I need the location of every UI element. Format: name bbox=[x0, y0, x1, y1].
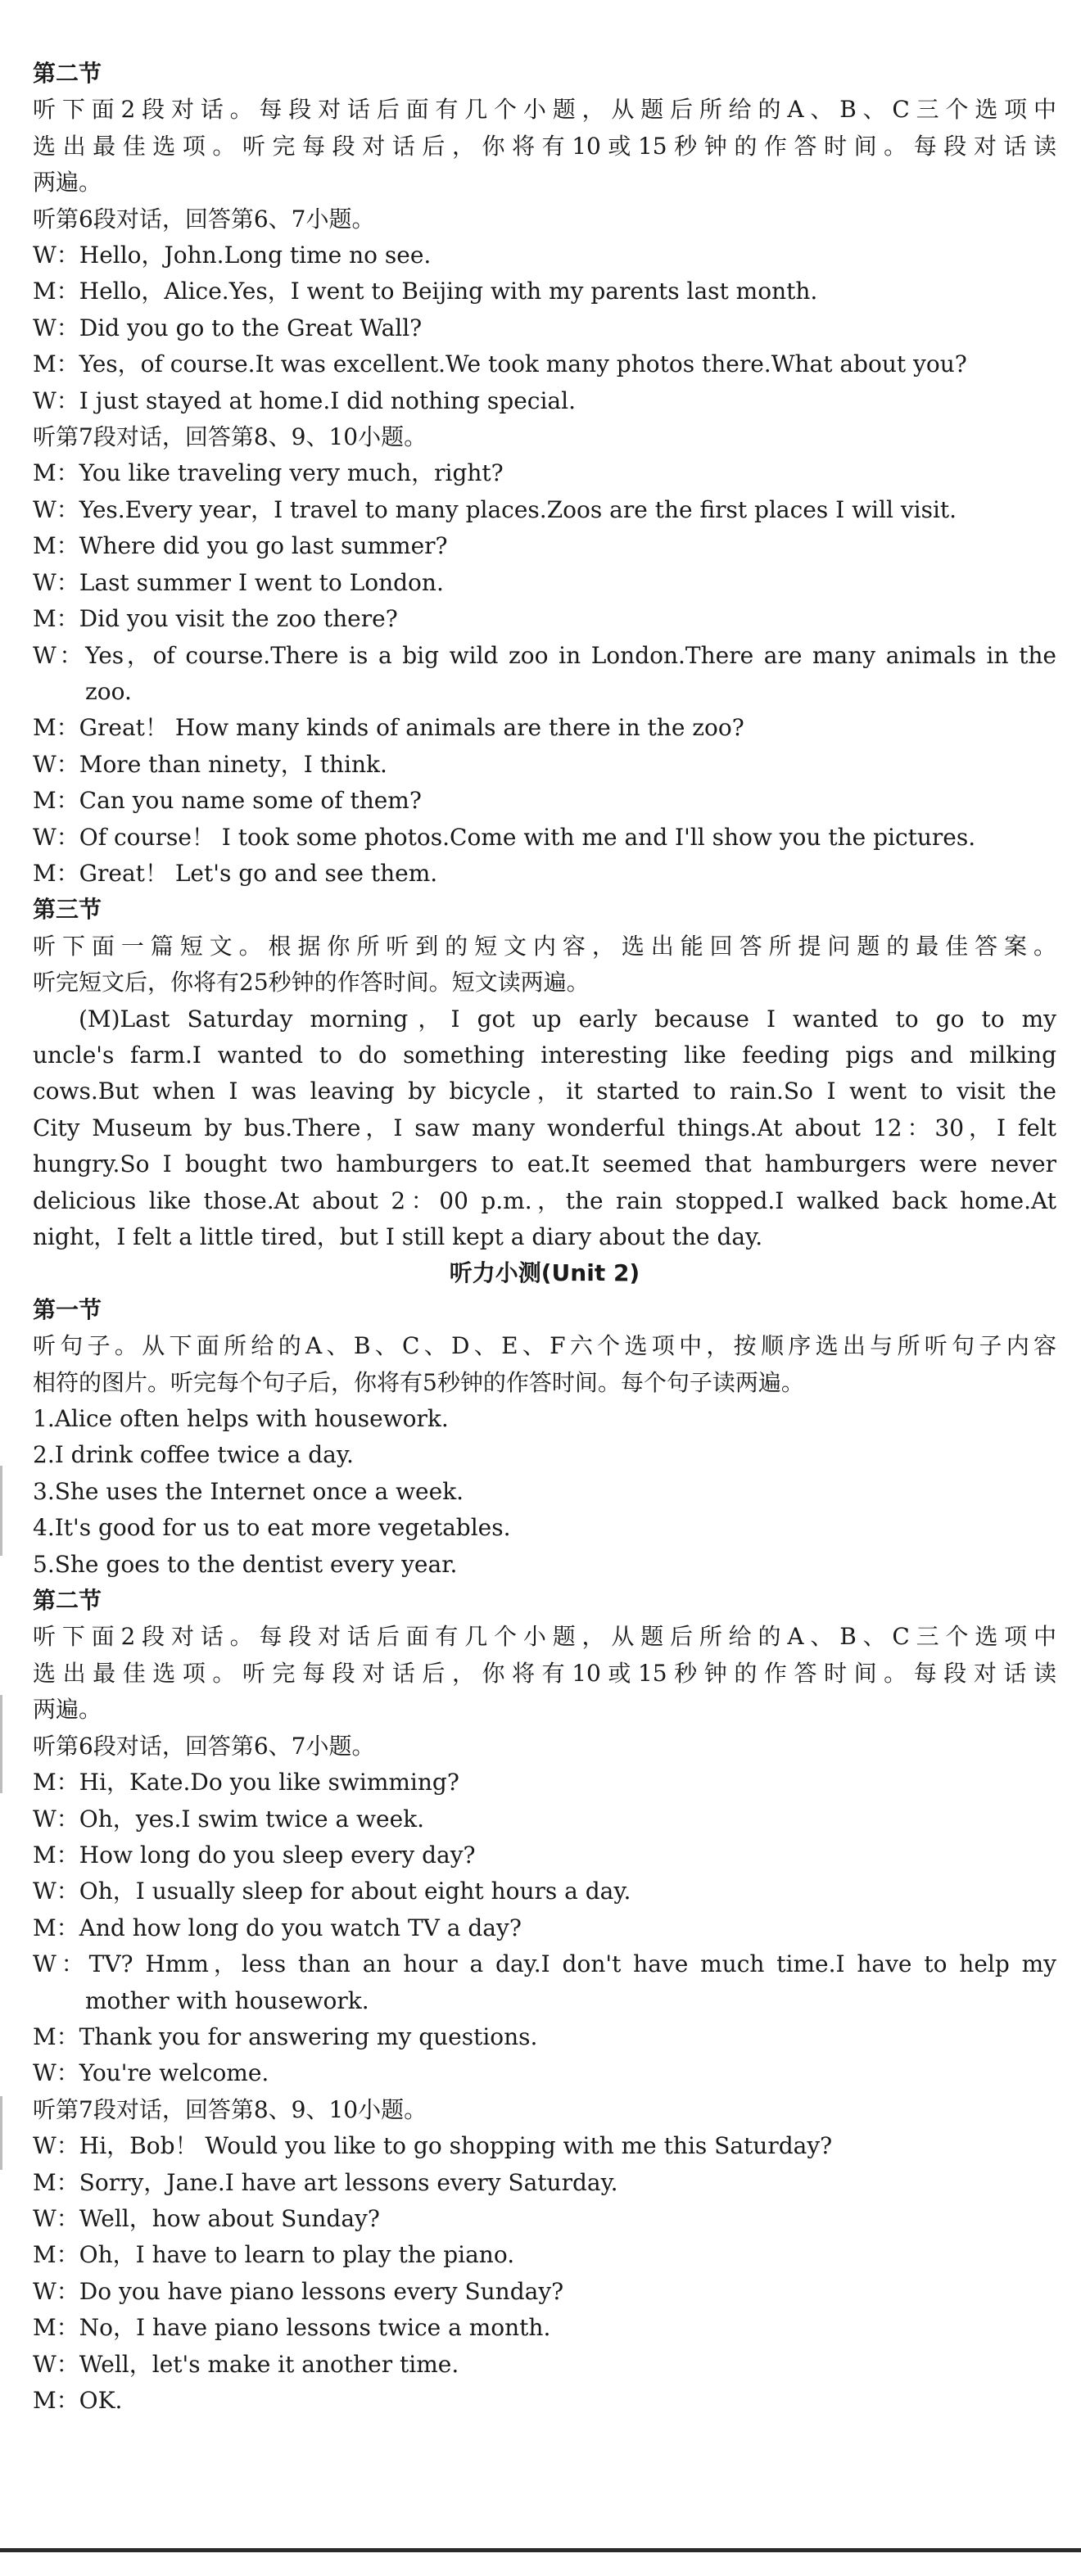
text-line: M：Where did you go last summer? bbox=[33, 532, 448, 560]
text-line: W：Of course！ I took some photos.Come with me and I'll show you the pictures. bbox=[33, 823, 976, 851]
text-line: M：Hello，Alice.Yes，I went to Beijing with my parents last month. bbox=[33, 278, 818, 305]
text-line: W：Did you go to the Great Wall? bbox=[33, 314, 423, 341]
section-heading: 第二节 bbox=[33, 60, 102, 87]
text-line: M：Hi，Kate.Do you like swimming? bbox=[33, 1769, 459, 1796]
text-line: W：Yes，of course.There is a big wild zoo in London.There are many animals in the bbox=[33, 641, 1056, 669]
text-line: W：Yes.Every year，I travel to many places.Zoos are the first places I will visit. bbox=[33, 495, 957, 523]
text-line: M：No，I have piano lessons twice a month. bbox=[33, 2314, 551, 2342]
text-line: M：OK. bbox=[33, 2387, 123, 2414]
text-line: W：Oh，yes.I swim twice a week. bbox=[33, 1805, 425, 1833]
text-line: 两遍。 bbox=[33, 1696, 102, 1724]
text-line: 选出最佳选项。听完每段对话后，你将有10或15秒钟的作答时间。每段对话读 bbox=[33, 132, 1056, 160]
text-line: W：Hi，Bob！ Would you like to go shopping with me this Saturday? bbox=[33, 2132, 833, 2160]
text-line: 两遍。 bbox=[33, 169, 102, 197]
section-heading: 第一节 bbox=[33, 1295, 102, 1323]
text-line: 听完短文后，你将有25秒钟的作答时间。短文读两遍。 bbox=[33, 969, 590, 997]
text-line: W：Well，let's make it another time. bbox=[33, 2350, 459, 2378]
text-line: M：Great！ How many kinds of animals are there in the zoo? bbox=[33, 714, 744, 742]
text-line: 听第6段对话，回答第6、7小题。 bbox=[33, 1732, 375, 1760]
text-line: 1.Alice often helps with housework. bbox=[33, 1405, 449, 1433]
text-line: W：I just stayed at home.I did nothing special. bbox=[33, 386, 576, 414]
text-line: City Museum by bus.There，I saw many wonderful things.At about 12：30，I felt bbox=[33, 1114, 1056, 1141]
text-line: hungry.So I bought two hamburgers to eat.It seemed that hamburgers were never bbox=[33, 1150, 1056, 1178]
text-line: uncle's farm.I wanted to do something interesting like feeding pigs and milking bbox=[33, 1041, 1056, 1069]
text-line: 听下面2段对话。每段对话后面有几个小题，从题后所给的A、B、C三个选项中 bbox=[33, 1623, 1056, 1651]
text-line: W：TV? Hmm，less than an hour a day.I don't have much time.I have to help my bbox=[33, 1950, 1056, 1978]
text-line: M：You like traveling very much，right? bbox=[33, 459, 504, 487]
text-line: 3.She uses the Internet once a week. bbox=[33, 1477, 464, 1505]
text-line: (M)Last Saturday morning，I got up early because I wanted to go to my bbox=[79, 1005, 1056, 1033]
text-line: 听第6段对话，回答第6、7小题。 bbox=[33, 205, 375, 233]
text-line: zoo. bbox=[85, 677, 132, 705]
scan-edge-mark bbox=[0, 1466, 2, 1556]
text-line: mother with housework. bbox=[85, 1986, 369, 2014]
document-page bbox=[33, 56, 1056, 2419]
text-line: W：Hello，John.Long time no see. bbox=[33, 242, 432, 269]
text-line: 听第7段对话，回答第8、9、10小题。 bbox=[33, 423, 427, 451]
text-line: M：Sorry，Jane.I have art lessons every Saturday. bbox=[33, 2168, 618, 2196]
section-heading: 第二节 bbox=[33, 1587, 102, 1615]
text-line: M：Thank you for answering my questions. bbox=[33, 2022, 538, 2050]
text-line: W：Oh，I usually sleep for about eight hours a day. bbox=[33, 1878, 631, 1905]
text-line: 听下面一篇短文。根据你所听到的短文内容，选出能回答所提问题的最佳答案。 bbox=[33, 932, 1056, 960]
text-line: 听句子。从下面所给的A、B、C、D、E、F六个选项中，按顺序选出与所听句子内容 bbox=[33, 1332, 1056, 1360]
text-line: M：Oh，I have to learn to play the piano. bbox=[33, 2241, 515, 2269]
text-line: night，I felt a little tired，but I still kept a diary about the day. bbox=[33, 1223, 763, 1250]
text-line: W：You're welcome. bbox=[33, 2059, 269, 2087]
text-line: M：Yes，of course.It was excellent.We took many photos there.What about you? bbox=[33, 350, 967, 378]
scan-edge-mark bbox=[0, 1695, 2, 1793]
text-line: 5.She goes to the dentist every year. bbox=[33, 1550, 458, 1578]
quiz-title: 听力小测(Unit 2) bbox=[449, 1259, 640, 1287]
text-line: W：More than ninety，I think. bbox=[33, 750, 387, 778]
section-heading: 第三节 bbox=[33, 896, 102, 924]
text-line: M：And how long do you watch TV a day? bbox=[33, 1914, 522, 1941]
text-line: 选出最佳选项。听完每段对话后，你将有10或15秒钟的作答时间。每段对话读 bbox=[33, 1659, 1056, 1687]
text-line: M：Did you visit the zoo there? bbox=[33, 605, 398, 633]
text-line: M：Can you name some of them? bbox=[33, 787, 422, 815]
text-line: 相符的图片。听完每个句子后，你将有5秒钟的作答时间。每个句子读两遍。 bbox=[33, 1368, 804, 1396]
text-line: 2.I drink coffee twice a day. bbox=[33, 1441, 354, 1469]
text-line: 听下面2段对话。每段对话后面有几个小题，从题后所给的A、B、C三个选项中 bbox=[33, 96, 1056, 124]
text-line: W：Do you have piano lessons every Sunday? bbox=[33, 2277, 564, 2305]
text-line: cows.But when I was leaving by bicycle，it started to rain.So I went to visit the bbox=[33, 1078, 1056, 1105]
text-line: 4.It's good for us to eat more vegetables. bbox=[33, 1514, 511, 1542]
text-line: W：Well，how about Sunday? bbox=[33, 2204, 380, 2232]
text-line: M：How long do you sleep every day? bbox=[33, 1841, 476, 1869]
text-line: M：Great！ Let's go and see them. bbox=[33, 859, 438, 887]
text-line: delicious like those.At about 2：00 p.m.，the rain stopped.I walked back home.At bbox=[33, 1186, 1056, 1214]
text-line: 听第7段对话，回答第8、9、10小题。 bbox=[33, 2095, 427, 2123]
bottom-rule bbox=[0, 2548, 1081, 2552]
text-line: W：Last summer I went to London. bbox=[33, 568, 444, 596]
scan-edge-mark bbox=[0, 2096, 2, 2170]
